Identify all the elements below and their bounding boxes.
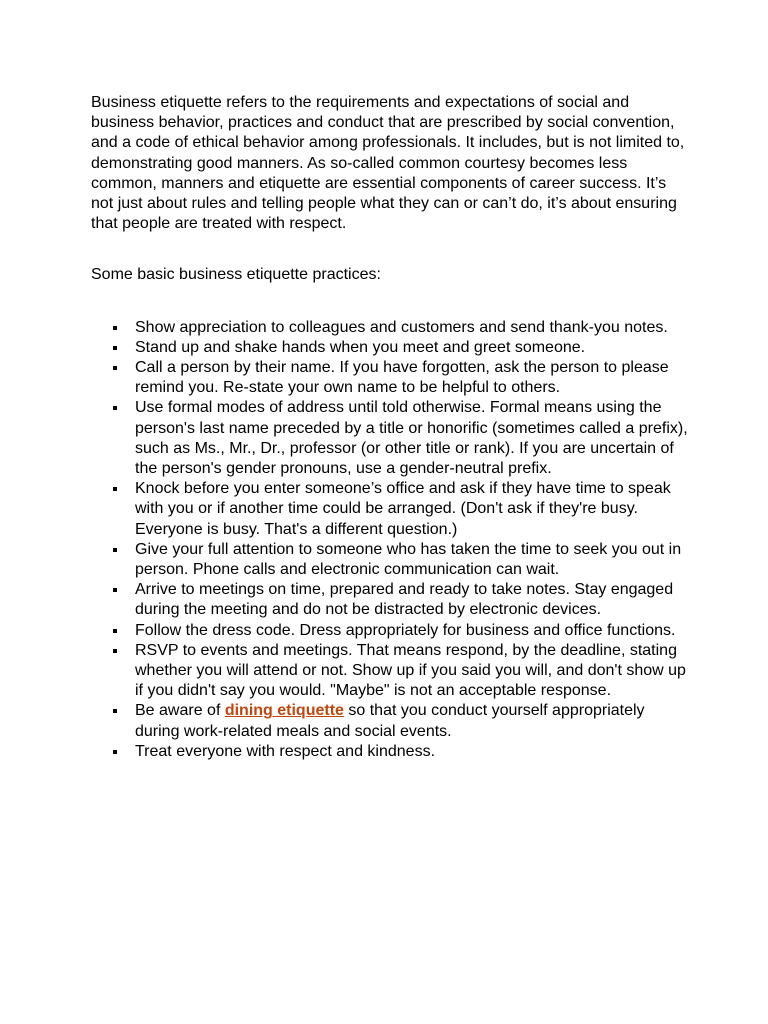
list-item-text: Use formal modes of address until told otherwise. Formal means using the person's last name preceded by a title or honorific (sometimes called a prefix), such as Ms., Mr., Dr., professor (or other title or rank). If you are uncertain of the person's gender pronouns, use a gender-neutral prefix. bbox=[135, 399, 688, 478]
list-item bbox=[91, 701, 691, 741]
list-item bbox=[91, 398, 691, 479]
bullet-icon bbox=[113, 629, 117, 633]
bullet-icon bbox=[113, 548, 117, 552]
list-item-text: Show appreciation to colleagues and customers and send thank-you notes. bbox=[135, 318, 668, 336]
bullet-icon bbox=[113, 406, 117, 410]
intro-paragraph: Business etiquette refers to the requirements and expectations of social and business behavior, practices and conduct that are prescribed by social convention, and a code of ethical behavior among professionals. It includes, but is not limited to, demonstrating good manners. As so-called common courtesy becomes less common, manners and etiquette are essential components of career success. It’s not just about rules and telling people what they can or can’t do, it’s about ensuring that people are treated with respect. bbox=[91, 94, 685, 233]
list-item bbox=[91, 358, 691, 398]
list-item-text: Stand up and shake hands when you meet and greet someone. bbox=[135, 338, 586, 356]
list-item bbox=[91, 742, 691, 762]
list-item-text-after-link: so that you conduct yourself appropriately during work-related meals and social events. bbox=[135, 702, 645, 740]
list-item bbox=[91, 318, 691, 338]
bullet-icon bbox=[113, 346, 117, 350]
list-item bbox=[91, 338, 691, 358]
list-item-text: Treat everyone with respect and kindness. bbox=[135, 742, 436, 760]
list-item-text: Knock before you enter someone’s office and ask if they have time to speak with you or if another time could be arranged. (Don't ask if they're busy. Everyone is busy. That's a different question.) bbox=[135, 480, 671, 538]
dining-etiquette-link[interactable]: dining etiquette bbox=[224, 702, 344, 720]
bullet-icon bbox=[113, 750, 117, 754]
list-item-text: Give your full attention to someone who has taken the time to seek you out in person. Phone calls and electronic communication can wait. bbox=[135, 540, 682, 579]
list-item-text: Call a person by their name. If you have forgotten, ask the person to please remind you. Re-state your own name to be helpful to others. bbox=[135, 359, 669, 397]
list-item bbox=[91, 621, 691, 641]
list-item-text: Follow the dress code. Dress appropriately for business and office functions. bbox=[135, 621, 676, 639]
list-item-text: RSVP to events and meetings. That means respond, by the deadline, stating whether you will attend or not. Show up if you said you will, and don't show up if you didn't say you would. "Maybe" is not an acceptable response. bbox=[135, 641, 686, 700]
list-item bbox=[91, 580, 691, 620]
list-item bbox=[91, 479, 691, 540]
bullet-icon bbox=[113, 588, 117, 592]
bullet-icon bbox=[113, 649, 117, 653]
bullet-icon bbox=[113, 326, 117, 330]
bullet-icon bbox=[113, 366, 117, 370]
list-item bbox=[91, 540, 691, 580]
document-body bbox=[91, 93, 691, 762]
practices-heading: Some basic business etiquette practices: bbox=[91, 266, 381, 284]
list-item-text-before-link: Be aware of bbox=[135, 702, 225, 720]
bullet-icon bbox=[113, 487, 117, 491]
list-item-text: Arrive to meetings on time, prepared and ready to take notes. Stay engaged during the meeting and do not be distracted by electronic devices. bbox=[135, 581, 674, 619]
list-item bbox=[91, 641, 691, 702]
practices-list bbox=[91, 318, 691, 762]
bullet-icon bbox=[113, 709, 117, 713]
